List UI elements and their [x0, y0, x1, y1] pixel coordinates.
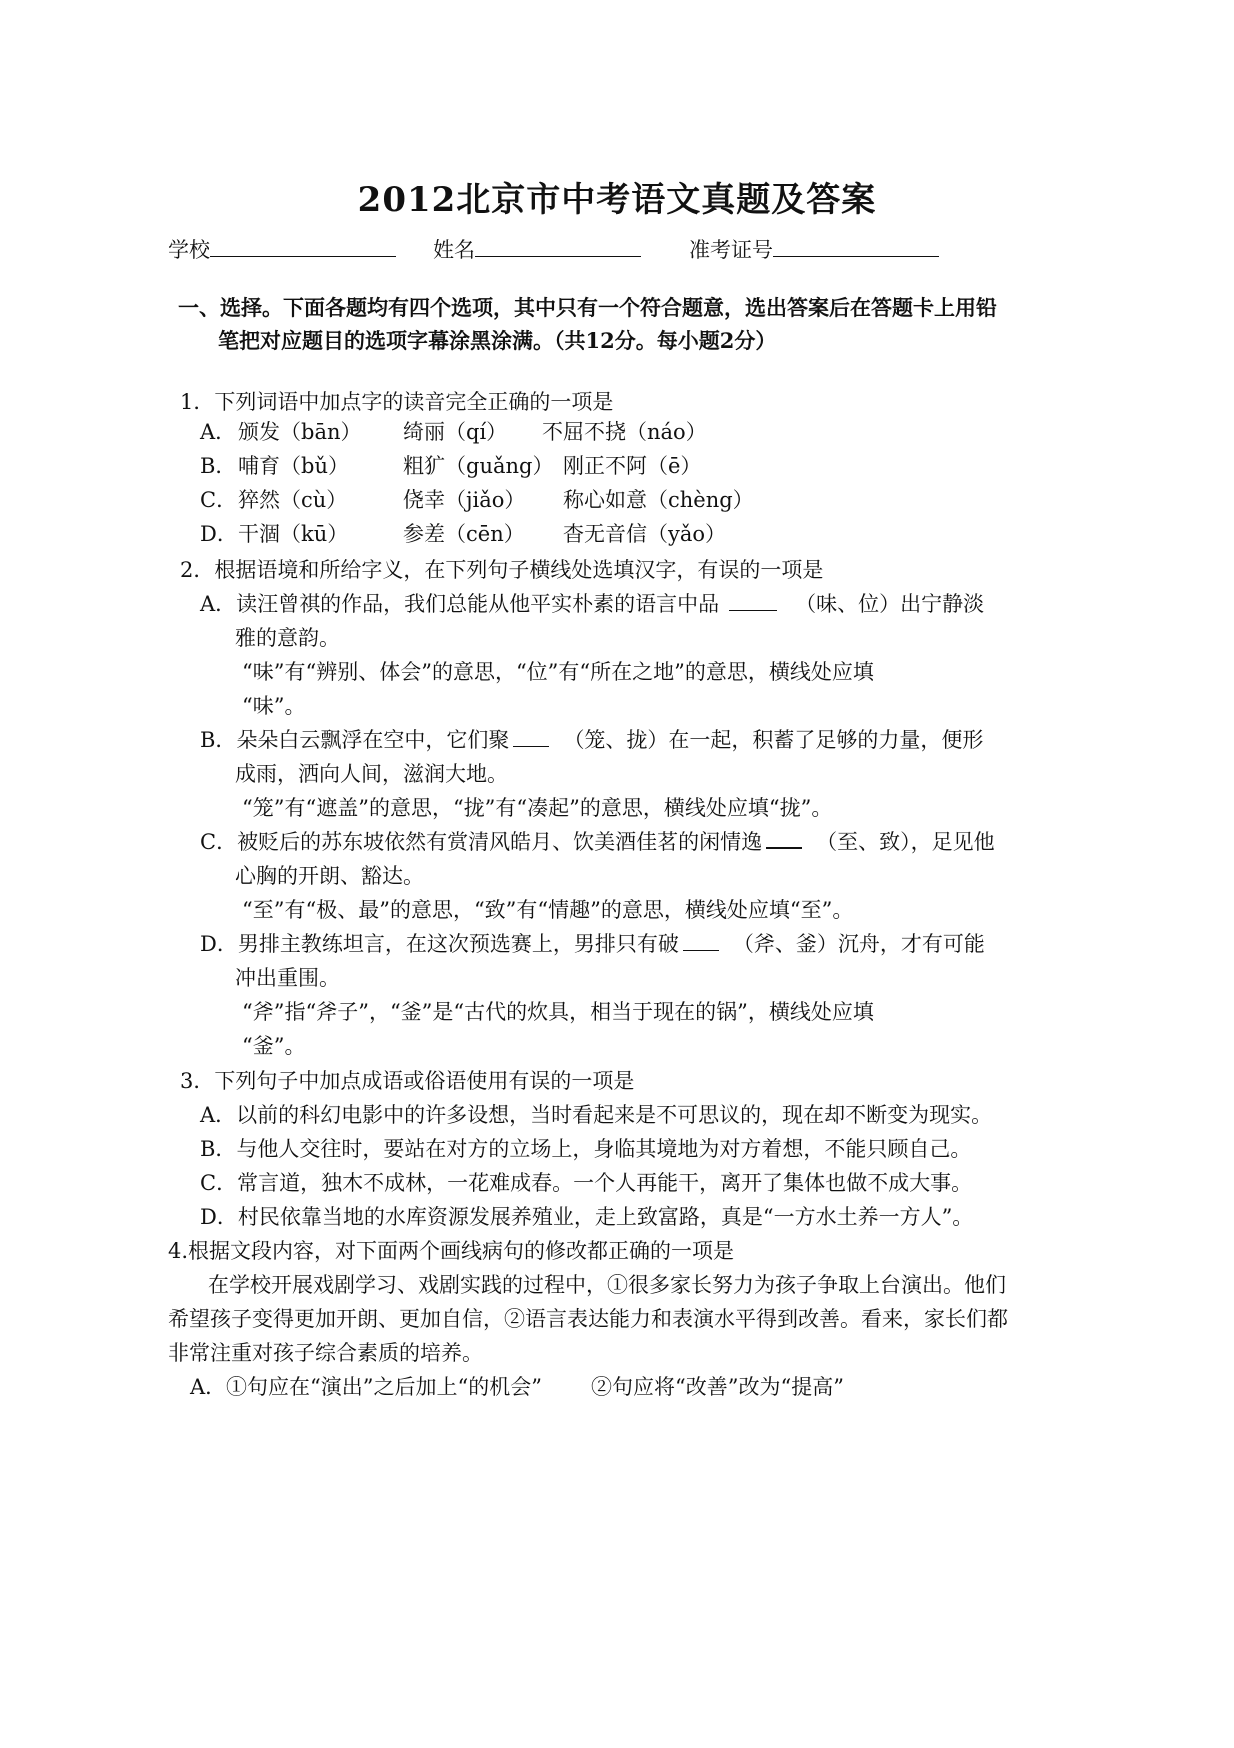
option-explanation: “笼”有“遮盖”的意思，“拢”有“凑起”的意思，横线处应填“拢”。 — [242, 796, 833, 820]
option-label: A． — [190, 1375, 227, 1399]
option-word: 参差（cēn） — [403, 522, 525, 546]
q3-option-a[interactable] — [200, 1100, 992, 1130]
option-label: D． — [200, 932, 238, 956]
school-field[interactable] — [168, 234, 396, 265]
name-blank[interactable] — [475, 234, 641, 257]
answer-blank[interactable] — [766, 829, 802, 849]
q3-option-d[interactable] — [200, 1202, 973, 1232]
q4-passage-line2: 希望孩子变得更加开朗、更加自信，②语言表达能力和表演水平得到改善。看来，家长们都 — [168, 1307, 1008, 1331]
option-word: 绮丽（qí） — [403, 420, 508, 444]
option-word: 哺育（bǔ） — [238, 454, 349, 478]
school-label: 学校 — [168, 238, 210, 262]
option-word: 杳无音信（yǎo） — [563, 522, 727, 546]
option-word: 粗犷（guǎng） — [403, 454, 554, 478]
answer-blank[interactable] — [729, 592, 777, 611]
q3-stem: 3．下列句子中加点成语或俗语使用有误的一项是 — [180, 1069, 635, 1093]
option-line — [200, 589, 984, 619]
option-text: 村民依靠当地的水库资源发展养殖业，走上致富路，真是“一方水土养一方人”。 — [237, 1205, 974, 1229]
q2-stem: 2．根据语境和所给字义，在下列句子横线处选填汉字，有误的一项是 — [180, 558, 824, 582]
option-line — [200, 725, 983, 755]
option-explanation: “味”。 — [242, 694, 306, 718]
q3-option-b[interactable] — [200, 1134, 971, 1164]
option-text: 雅的意韵。 — [235, 626, 340, 650]
option-word: 颁发（bān） — [238, 420, 362, 444]
q4-passage-line3: 非常注重对孩子综合素质的培养。 — [168, 1341, 483, 1365]
q1-stem: 1．下列词语中加点字的读音完全正确的一项是 — [180, 390, 614, 414]
option-explanation: “斧”指“斧子”，“釜”是“古代的炊具，相当于现在的锅”，横线处应填 — [242, 1000, 874, 1024]
option-label: A． — [200, 1103, 237, 1127]
option-word: 猝然（cù） — [238, 488, 348, 512]
section1-instruction-line1: 一、选择。下面各题均有四个选项，其中只有一个符合题意，选出答案后在答题卡上用铅 — [178, 295, 997, 320]
option-label: B． — [200, 1137, 237, 1161]
option-label: C． — [200, 488, 238, 512]
option-text: 朵朵白云飘浮在空中，它们聚 — [236, 728, 510, 752]
option-label: A． — [200, 592, 237, 616]
option-label: D． — [200, 1205, 238, 1229]
option-label: A． — [200, 420, 237, 444]
section1-instruction-line2: 笔把对应题目的选项字幕涂黑涂满。（共12分。每小题2分） — [218, 328, 777, 353]
option-text: （笼、拢）在一起，积蓄了足够的力量，便形 — [563, 728, 984, 752]
option-text: 读汪曾祺的作品，我们总能从他平实朴素的语言中品 — [236, 592, 720, 616]
option-text: ②句应将“改善”改为“提高” — [591, 1375, 844, 1399]
option-text: 与他人交往时，要站在对方的立场上，身临其境地为对方着想，不能只顾自己。 — [236, 1137, 972, 1161]
school-blank[interactable] — [210, 234, 396, 257]
option-text: （味、位）出宁静淡 — [795, 592, 985, 616]
option-text: ①句应在“演出”之后加上“的机会” — [226, 1375, 542, 1399]
option-text: 常言道，独木不成林，一花难成春。一个人再能干，离开了集体也做不成大事。 — [237, 1171, 973, 1195]
option-line — [200, 827, 995, 857]
option-label: C． — [200, 1171, 238, 1195]
option-label: C． — [200, 830, 238, 854]
option-text: 男排主教练坦言，在这次预选赛上，男排只有破 — [237, 932, 679, 956]
option-label: B． — [200, 728, 237, 752]
q4-stem: 4.根据文段内容，对下面两个画线病句的修改都正确的一项是 — [168, 1239, 735, 1263]
exam-id-field[interactable] — [689, 234, 939, 265]
option-label: D． — [200, 522, 238, 546]
page-title: 2012北京市中考语文真题及答案 — [357, 180, 877, 220]
option-label: B． — [200, 454, 237, 478]
option-text: 心胸的开朗、豁达。 — [235, 864, 424, 888]
q3-option-c[interactable] — [200, 1168, 972, 1198]
option-explanation: “至”有“极、最”的意思，“致”有“情趣”的意思，横线处应填“至”。 — [242, 898, 854, 922]
q4-passage-line1: 在学校开展戏剧学习、戏剧实践的过程中，①很多家长努力为孩子争取上台演出。他们 — [208, 1273, 1006, 1297]
option-word: 不屈不挠（náo） — [542, 420, 707, 444]
name-field[interactable] — [433, 234, 641, 265]
name-label: 姓名 — [433, 238, 475, 262]
option-text: （至、致），足见他 — [816, 830, 995, 854]
option-text: 冲出重围。 — [235, 966, 340, 990]
option-text: （斧、釜）沉舟，才有可能 — [732, 932, 985, 956]
option-word: 侥幸（jiǎo） — [403, 488, 526, 512]
answer-blank[interactable] — [513, 728, 549, 747]
exam-id-label: 准考证号 — [689, 238, 773, 262]
option-text: 被贬后的苏东坡依然有赏清风皓月、饮美酒佳茗的闲情逸 — [237, 830, 763, 854]
answer-blank[interactable] — [683, 932, 719, 951]
option-explanation: “味”有“辨别、体会”的意思，“位”有“所在之地”的意思，横线处应填 — [242, 660, 874, 684]
option-explanation: “釜”。 — [242, 1034, 306, 1058]
option-text: 成雨，洒向人间，滋润大地。 — [235, 762, 508, 786]
option-word: 称心如意（chèng） — [563, 488, 754, 512]
exam-id-blank[interactable] — [773, 234, 939, 257]
option-word: 刚正不阿（ē） — [563, 454, 702, 478]
option-word: 干涸（kū） — [238, 522, 349, 546]
option-text: 以前的科幻电影中的许多设想，当时看起来是不可思议的，现在却不断变为现实。 — [236, 1103, 993, 1127]
option-line — [200, 929, 985, 959]
